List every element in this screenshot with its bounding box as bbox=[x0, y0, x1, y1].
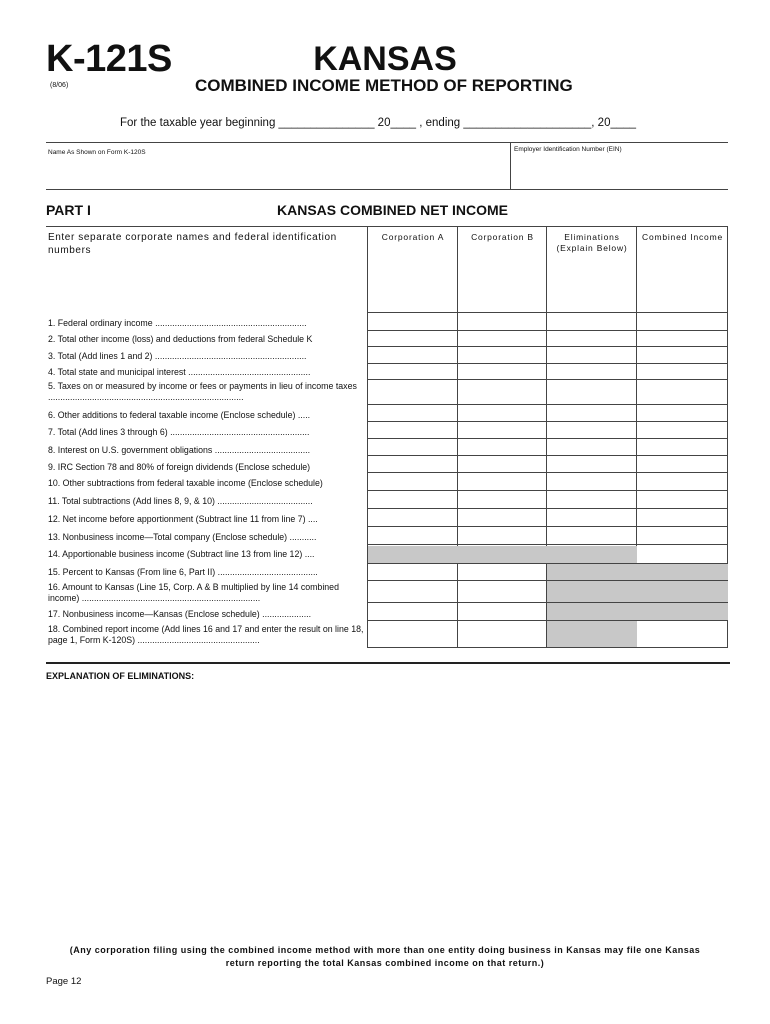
line-15-label: 15. Percent to Kansas (From line 6, Part II) ......................................... bbox=[48, 567, 318, 577]
row-line bbox=[367, 438, 728, 439]
row-line bbox=[367, 602, 728, 603]
line-17-label: 17. Nonbusiness income—Kansas (Enclose schedule) .................... bbox=[48, 609, 312, 619]
shaded-cell bbox=[368, 546, 637, 563]
row-line bbox=[367, 647, 728, 648]
row-line bbox=[367, 620, 728, 621]
line-6-label: 6. Other additions to federal taxable income (Enclose schedule) ..... bbox=[48, 410, 311, 420]
line-1-label: 1. Federal ordinary income .............................................................. bbox=[48, 318, 307, 328]
row-line bbox=[367, 563, 728, 564]
row-line bbox=[367, 472, 728, 473]
divider bbox=[46, 142, 728, 143]
taxable-year-line[interactable]: For the taxable year beginning _______________ 20____ , ending ____________________, 20____ bbox=[120, 117, 637, 129]
line-18-label: 18. Combined report income (Add lines 16 and 17 and enter the result on line 18, page 1, Form K-120S) .................................................. bbox=[48, 624, 364, 645]
line-14-label: 14. Apportionable business income (Subtract line 13 from line 12) .... bbox=[48, 549, 315, 559]
row-line bbox=[367, 346, 728, 347]
row-line bbox=[367, 508, 728, 509]
divider bbox=[46, 662, 730, 664]
grid-line bbox=[457, 226, 458, 647]
row-line bbox=[367, 363, 728, 364]
explanation-area[interactable] bbox=[46, 690, 728, 930]
row-line bbox=[367, 330, 728, 331]
line-2-label: 2. Total other income (loss) and deductions from federal Schedule K bbox=[48, 334, 313, 344]
row-line bbox=[367, 455, 728, 456]
line-9-label: 9. IRC Section 78 and 80% of foreign dividends (Enclose schedule) bbox=[48, 462, 311, 472]
row-line bbox=[367, 526, 728, 527]
line-16-label: 16. Amount to Kansas (Line 15, Corp. A & B multiplied by line 14 combined income) ......................................................................... bbox=[48, 582, 339, 603]
line-12-label: 12. Net income before apportionment (Subtract line 11 from line 7) .... bbox=[48, 514, 318, 524]
col-header-combined: Combined Income bbox=[642, 232, 723, 242]
grid-line bbox=[367, 226, 368, 647]
ein-field[interactable] bbox=[514, 158, 726, 186]
footnote: (Any corporation filing using the combined income method with more than one entity doing business in Kansas may file one Kansas return reporting the total Kansas combined income on that return.) bbox=[69, 945, 701, 968]
shaded-cell bbox=[547, 563, 728, 620]
line-13-label: 13. Nonbusiness income—Total company (Enclose schedule) ........... bbox=[48, 532, 317, 542]
line-4-label: 4. Total state and municipal interest .................................................. bbox=[48, 367, 311, 377]
divider bbox=[367, 312, 728, 313]
row-line bbox=[367, 421, 728, 422]
shaded-cell bbox=[547, 620, 637, 647]
revision-date: (8/06) bbox=[50, 82, 69, 89]
row-line bbox=[367, 544, 728, 545]
form-id: K-121S bbox=[46, 38, 172, 80]
col-header-corp-a: Corporation A bbox=[381, 232, 445, 242]
divider bbox=[46, 226, 728, 227]
line-11-label: 11. Total subtractions (Add lines 8, 9, & 10) ....................................... bbox=[48, 496, 313, 506]
part-label: PART I bbox=[46, 202, 91, 218]
col-header-eliminations: Eliminations (Explain Below) bbox=[556, 232, 628, 253]
state-title: KANSAS bbox=[313, 40, 457, 78]
line-5-label: 5. Taxes on or measured by income or fees or payments in lieu of income taxes ................................................................................ bbox=[48, 381, 357, 402]
section-title: KANSAS COMBINED NET INCOME bbox=[277, 202, 509, 218]
col-header-corp-b: Corporation B bbox=[471, 232, 534, 242]
line-3-label: 3. Total (Add lines 1 and 2) .............................................................. bbox=[48, 351, 307, 361]
name-field[interactable] bbox=[48, 158, 506, 186]
line-10-label: 10. Other subtractions from federal taxable income (Enclose schedule) bbox=[48, 478, 323, 488]
divider bbox=[46, 189, 728, 190]
row-line bbox=[367, 490, 728, 491]
divider bbox=[510, 142, 511, 189]
name-field-label: Name As Shown on Form K-120S bbox=[48, 149, 146, 156]
line-7-label: 7. Total (Add lines 3 through 6) ......................................................... bbox=[48, 427, 310, 437]
form-title: COMBINED INCOME METHOD OF REPORTING bbox=[195, 76, 573, 95]
explanation-label: EXPLANATION OF ELIMINATIONS: bbox=[46, 671, 195, 681]
ein-field-label: Employer Identification Number (EIN) bbox=[514, 146, 622, 153]
line-8-label: 8. Interest on U.S. government obligations ....................................... bbox=[48, 445, 311, 455]
table-instruction: Enter separate corporate names and federal identification numbers bbox=[48, 232, 337, 256]
page-number: Page 12 bbox=[46, 976, 82, 987]
row-line bbox=[367, 379, 728, 380]
row-line bbox=[367, 580, 728, 581]
row-line bbox=[367, 404, 728, 405]
